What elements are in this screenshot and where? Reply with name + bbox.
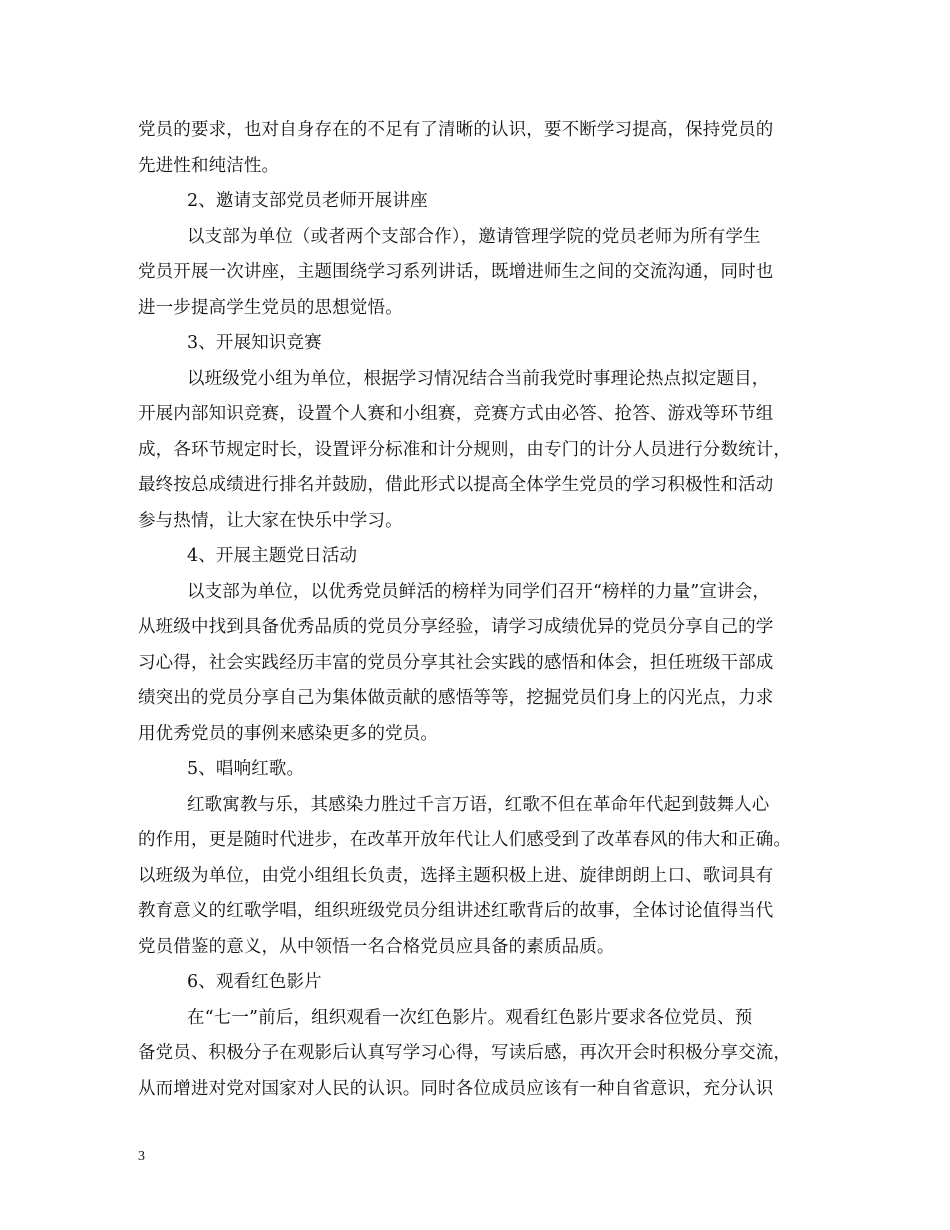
text-line: 成，各环节规定时长，设置评分标准和计分规则，由专门的计分人员进行分数统计，	[138, 439, 792, 460]
text-line: 红歌寓教与乐，其感染力胜过千言万语，红歌不但在革命年代起到鼓舞人心	[187, 794, 770, 815]
text-line: 教育意义的红歌学唱，组织班级党员分组讲述红歌背后的故事，全体讨论值得当代	[138, 901, 774, 921]
text-line: 以支部为单位（或者两个支部合作），邀请管理学院的党员老师为所有学生	[187, 226, 761, 247]
body-text	[138, 113, 818, 1107]
text-line: 绩突出的党员分享自己为集体做贡献的感悟等等，挖掘党员们身上的闪光点，力求	[138, 688, 774, 708]
text-line: 参与热情，让大家在快乐中学习。	[138, 510, 403, 531]
text-line: 以班级党小组为单位，根据学习情况结合当前我党时事理论热点拟定题目，	[187, 368, 770, 389]
text-line: 在“七一”前后，组织观看一次红色影片。观看红色影片要求各位党员、预	[187, 1007, 753, 1028]
text-line: 进一步提高学生党员的思想觉悟。	[138, 297, 403, 318]
page-number: 3	[138, 1149, 145, 1164]
text-line: 备党员、积极分子在观影后认真写学习心得，写读后感，再次开会时积极分享交流，	[138, 1043, 792, 1063]
text-line: 习心得，社会实践经历丰富的党员分享其社会实践的感悟和体会，担任班级干部成	[138, 652, 774, 673]
text-line: 的作用，更是随时代进步，在改革开放年代让人们感受到了改革春风的伟大和正确。	[138, 830, 792, 850]
text-line: 用优秀党员的事例来感染更多的党员。	[138, 723, 439, 744]
text-line: 从而增进对党对国家对人民的认识。同时各位成员应该有一种自省意识，充分认识	[138, 1078, 774, 1099]
text-line: 最终按总成绩进行排名并鼓励，借此形式以提高全体学生党员的学习积极性和活动	[138, 475, 774, 495]
text-line: 开展内部知识竞赛，设置个人赛和小组赛，竞赛方式由必答、抢答、游戏等环节组	[138, 404, 774, 424]
text-line: 以班级为单位，由党小组组长负责，选择主题积极上进、旋律朗朗上口、歌词具有	[138, 865, 774, 886]
text-line: 先进性和纯洁性。	[138, 155, 280, 176]
text-line: 5、唱响红歌。	[187, 759, 305, 779]
text-line: 3、开展知识竞赛	[187, 333, 322, 353]
text-line: 党员开展一次讲座，主题围绕学习系列讲话，既增进师生之间的交流沟通，同时也	[138, 262, 774, 282]
text-line: 以支部为单位，以优秀党员鲜活的榜样为同学们召开“榜样的力量”宣讲会，	[187, 581, 770, 602]
text-line: 党员借鉴的意义，从中领悟一名合格党员应具备的素质品质。	[138, 936, 615, 957]
text-line: 从班级中找到具备优秀品质的党员分享经验，请学习成绩优异的党员分享自己的学	[138, 617, 774, 637]
text-line: 党员的要求，也对自身存在的不足有了清晰的认识，要不断学习提高，保持党员的	[138, 120, 774, 140]
text-line: 6、观看红色影片	[187, 972, 322, 992]
text-line: 4、开展主题党日活动	[187, 546, 358, 566]
text-line: 2、邀请支部党员老师开展讲座	[187, 191, 428, 211]
